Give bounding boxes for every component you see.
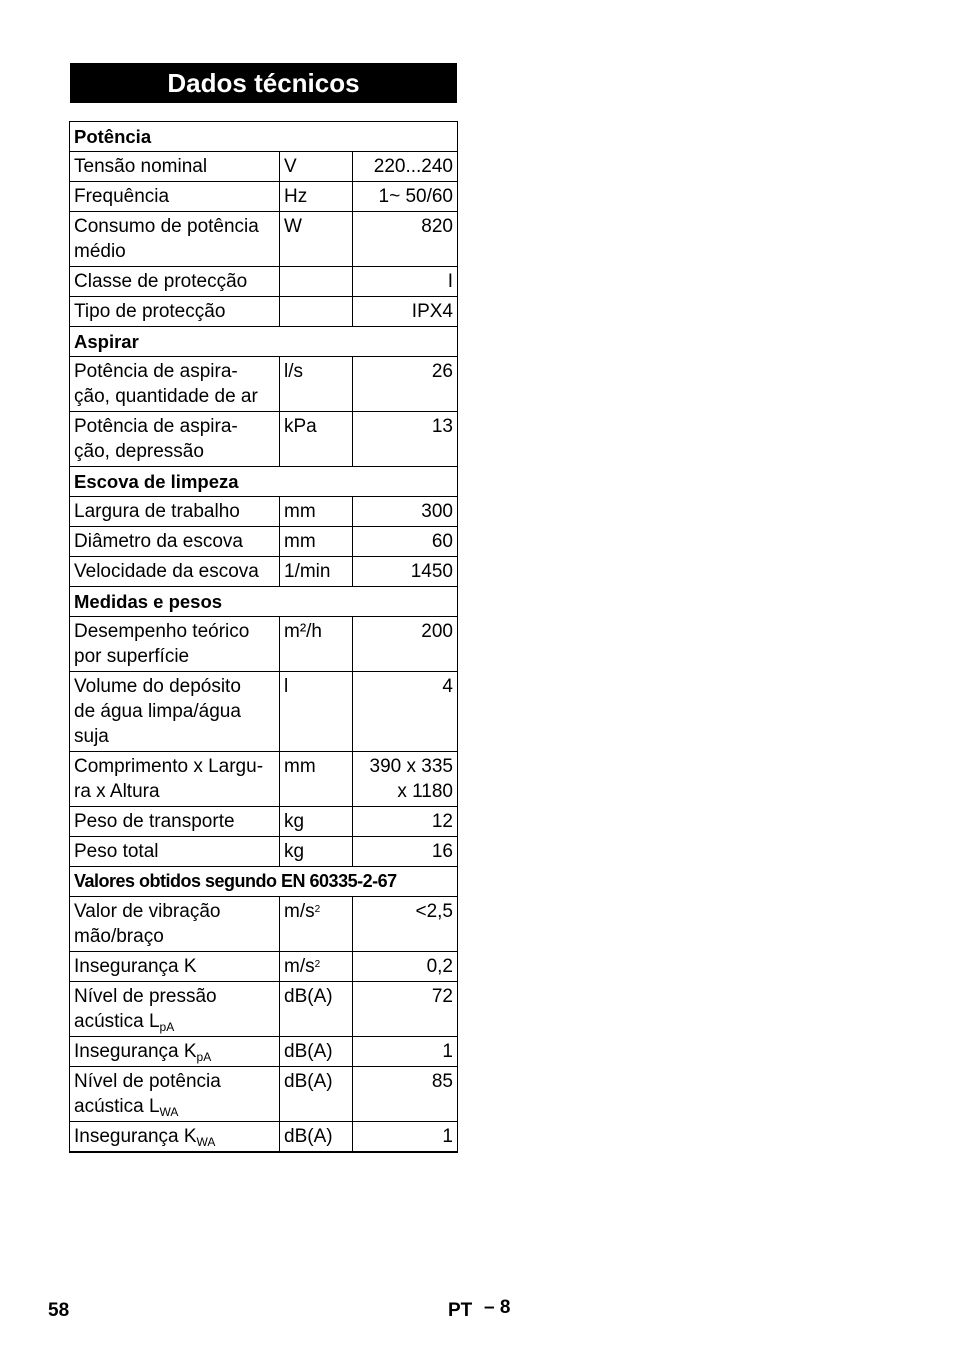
row-unit: l/s — [280, 357, 353, 412]
row-label: Classe de protecção — [70, 267, 280, 297]
row-unit: l — [280, 672, 353, 752]
row-unit: dB(A) — [280, 982, 353, 1037]
table-row — [70, 1037, 458, 1067]
row-label — [70, 1067, 280, 1122]
table-row — [70, 212, 458, 267]
label-line: Potência de aspira- — [74, 416, 238, 437]
table-row — [70, 267, 458, 297]
label-line: ção, quantidade de ar — [74, 386, 258, 407]
row-unit: dB(A) — [280, 1067, 353, 1122]
row-label: Peso de transporte — [70, 807, 280, 837]
label-line: Comprimento x Largu- — [74, 756, 264, 777]
row-value: IPX4 — [353, 297, 458, 327]
table-row — [70, 897, 458, 952]
row-unit: V — [280, 152, 353, 182]
table-row — [70, 807, 458, 837]
section-header-row — [70, 467, 458, 497]
row-unit: mm — [280, 527, 353, 557]
section-heading: Valores obtidos segundo EN 60335-2-67 — [70, 867, 458, 897]
label-subscript: pA — [196, 1050, 212, 1064]
label-line: acústica L — [74, 1096, 160, 1117]
row-unit: mm — [280, 497, 353, 527]
row-value: 85 — [353, 1067, 458, 1122]
row-unit: m²/h — [280, 617, 353, 672]
row-value: 72 — [353, 982, 458, 1037]
row-value: 1450 — [353, 557, 458, 587]
section-heading: Aspirar — [70, 327, 458, 357]
unit-superscript: 2 — [314, 959, 321, 970]
technical-data-table — [69, 121, 458, 1153]
unit-text: m/s — [284, 956, 315, 977]
row-value: 16 — [353, 837, 458, 867]
row-label: Insegurança K — [70, 952, 280, 982]
table-row — [70, 617, 458, 672]
row-label: Largura de trabalho — [70, 497, 280, 527]
row-value: 12 — [353, 807, 458, 837]
label-line: Insegurança K — [74, 1126, 197, 1147]
row-value: 1~ 50/60 — [353, 182, 458, 212]
row-label — [70, 982, 280, 1037]
table-row — [70, 412, 458, 467]
label-line: suja — [74, 726, 109, 747]
table-row — [70, 182, 458, 212]
label-line: acústica L — [74, 1011, 160, 1032]
row-unit: Hz — [280, 182, 353, 212]
row-label: Frequência — [70, 182, 280, 212]
row-label: Diâmetro da escova — [70, 527, 280, 557]
table-row — [70, 297, 458, 327]
row-label: Velocidade da escova — [70, 557, 280, 587]
language-code: PT — [448, 1300, 473, 1321]
row-value: 200 — [353, 617, 458, 672]
section-header-row — [70, 122, 458, 152]
label-line: Nível de potência — [74, 1071, 221, 1092]
label-line: Desempenho teórico — [74, 621, 250, 642]
row-unit — [280, 297, 353, 327]
table-row — [70, 497, 458, 527]
page-number: 58 — [48, 1300, 70, 1321]
section-header-row — [70, 867, 458, 897]
row-label: Peso total — [70, 837, 280, 867]
table-row — [70, 982, 458, 1037]
row-label — [70, 212, 280, 267]
label-subscript: pA — [159, 1020, 175, 1034]
table-row — [70, 152, 458, 182]
row-label — [70, 672, 280, 752]
row-label — [70, 617, 280, 672]
row-value: 13 — [353, 412, 458, 467]
row-label: Tensão nominal — [70, 152, 280, 182]
chapter-page: – 8 — [484, 1297, 511, 1318]
label-line: Insegurança K — [74, 1041, 197, 1062]
row-label — [70, 412, 280, 467]
label-line: ra x Altura — [74, 781, 160, 802]
row-value: 0,2 — [353, 952, 458, 982]
label-line: ção, depressão — [74, 441, 204, 462]
table-row — [70, 837, 458, 867]
label-line: Volume do depósito — [74, 676, 241, 697]
row-value: 60 — [353, 527, 458, 557]
row-unit: kPa — [280, 412, 353, 467]
row-value — [353, 752, 458, 807]
section-heading: Potência — [70, 122, 458, 152]
row-label: Tipo de protecção — [70, 297, 280, 327]
row-value: 820 — [353, 212, 458, 267]
label-line: Valor de vibração — [74, 901, 221, 922]
row-value: <2,5 — [353, 897, 458, 952]
row-label — [70, 897, 280, 952]
row-value: 1 — [353, 1122, 458, 1153]
row-unit — [280, 267, 353, 297]
label-line: mão/braço — [74, 926, 164, 947]
section-heading: Medidas e pesos — [70, 587, 458, 617]
label-line: Potência de aspira- — [74, 361, 238, 382]
value-line: 390 x 335 — [369, 756, 453, 777]
table-row — [70, 357, 458, 412]
row-label — [70, 1037, 280, 1067]
section-heading: Escova de limpeza — [70, 467, 458, 497]
row-value: 26 — [353, 357, 458, 412]
label-line: Consumo de potência — [74, 216, 259, 237]
row-unit: dB(A) — [280, 1122, 353, 1153]
row-value: 300 — [353, 497, 458, 527]
section-header-row — [70, 327, 458, 357]
section-header-row — [70, 587, 458, 617]
row-unit: dB(A) — [280, 1037, 353, 1067]
row-label — [70, 752, 280, 807]
row-unit: mm — [280, 752, 353, 807]
table-row — [70, 1067, 458, 1122]
row-value: 4 — [353, 672, 458, 752]
table-row — [70, 752, 458, 807]
row-value: 1 — [353, 1037, 458, 1067]
label-line: por superfície — [74, 646, 190, 667]
table-row — [70, 952, 458, 982]
table-row — [70, 672, 458, 752]
row-unit: 1/min — [280, 557, 353, 587]
row-unit: kg — [280, 837, 353, 867]
row-label — [70, 1122, 280, 1153]
row-unit: kg — [280, 807, 353, 837]
table-row — [70, 527, 458, 557]
unit-text: m/s — [284, 901, 315, 922]
row-unit — [280, 897, 353, 952]
row-label — [70, 357, 280, 412]
row-value: I — [353, 267, 458, 297]
row-unit: W — [280, 212, 353, 267]
row-value: 220...240 — [353, 152, 458, 182]
page-title: Dados técnicos — [70, 63, 457, 103]
row-unit — [280, 952, 353, 982]
label-line: de água limpa/água — [74, 701, 241, 722]
label-subscript: WA — [196, 1135, 216, 1149]
value-line: x 1180 — [397, 781, 453, 802]
table-row — [70, 1122, 458, 1153]
label-line: médio — [74, 241, 126, 262]
table-row — [70, 557, 458, 587]
label-line: Nível de pressão — [74, 986, 217, 1007]
label-subscript: WA — [159, 1105, 179, 1119]
unit-superscript: 2 — [314, 904, 321, 915]
